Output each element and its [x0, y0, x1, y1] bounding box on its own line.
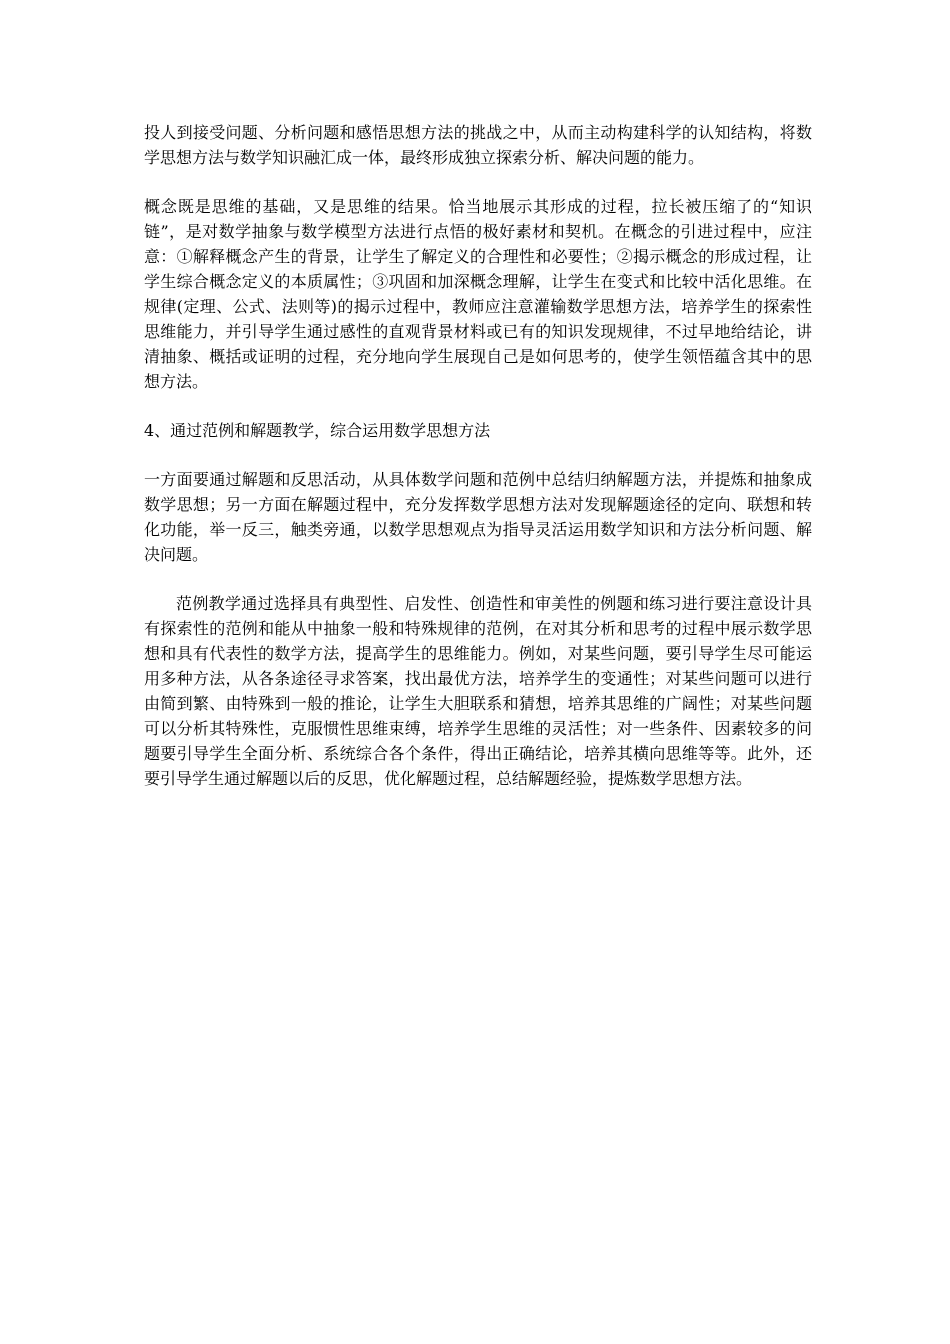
paragraph-problem-solving: 一方面要通过解题和反思活动，从具体数学问题和范例中总结归纳解题方法，并提炼和抽象成数学思想；另一方面在解题过程中，充分发挥数学思想方法对发现解题途径的定向、联想和转化功能，举一反三，触类旁通，以数学思想观点为指导灵活运用数学知识和方法分析问题、解决问题。 [144, 470, 812, 564]
paragraph-concepts: 概念既是思维的基础，又是思维的结果。恰当地展示其形成的过程，拉长被压缩了的“知识链”，是对数学抽象与数学模型方法进行点悟的极好素材和契机。在概念的引进过程中，应注意：①解释概念产生的背景，让学生了解定义的合理性和必要性；②揭示概念的形成过程，让学生综合概念定义的本质属性；③巩固和加深概念理解，让学生在变式和比较中活化思维。在规律(定理、公式、法则等)的揭示过程中，教师应注意灌输数学思想方法，培养学生的探索性思维能力，并引导学生通过感性的直观背景材料或已有的知识发现规律，不过早地给结论，讲清抽象、概括或证明的过程，充分地向学生展现自己是如何思考的，使学生领悟蕴含其中的思想方法。 [144, 197, 812, 391]
paragraph-example-teaching: 范例教学通过选择具有典型性、启发性、创造性和审美性的例题和练习进行要注意设计具有探索性的范例和能从中抽象一般和特殊规律的范例，在对其分析和思考的过程中展示数学思想和具有代表性的数学方法，提高学生的思维能力。例如，对某些问题，要引导学生尽可能运用多种方法，从各条途径寻求答案，找出最优方法，培养学生的变通性；对某些问题可以进行由简到繁、由特殊到一般的推论，让学生大胆联系和猜想，培养其思维的广阔性；对某些问题可以分析其特殊性，克服惯性思维束缚，培养学生思维的灵活性；对一些条件、因素较多的问题要引导学生全面分析、系统综合各个条件，得出正确结论，培养其横向思维等等。此外，还要引导学生通过解题以后的反思，优化解题过程，总结解题经验，提炼数学思想方法。 [144, 594, 812, 788]
paragraph-intro: 投人到接受问题、分析问题和感悟思想方法的挑战之中，从而主动构建科学的认知结构，将数学思想方法与数学知识融汇成一体，最终形成独立探索分析、解决问题的能力。 [144, 123, 812, 167]
document-page [144, 120, 812, 791]
section-heading: 4、通过范例和解题教学，综合运用数学思想方法 [144, 421, 491, 440]
